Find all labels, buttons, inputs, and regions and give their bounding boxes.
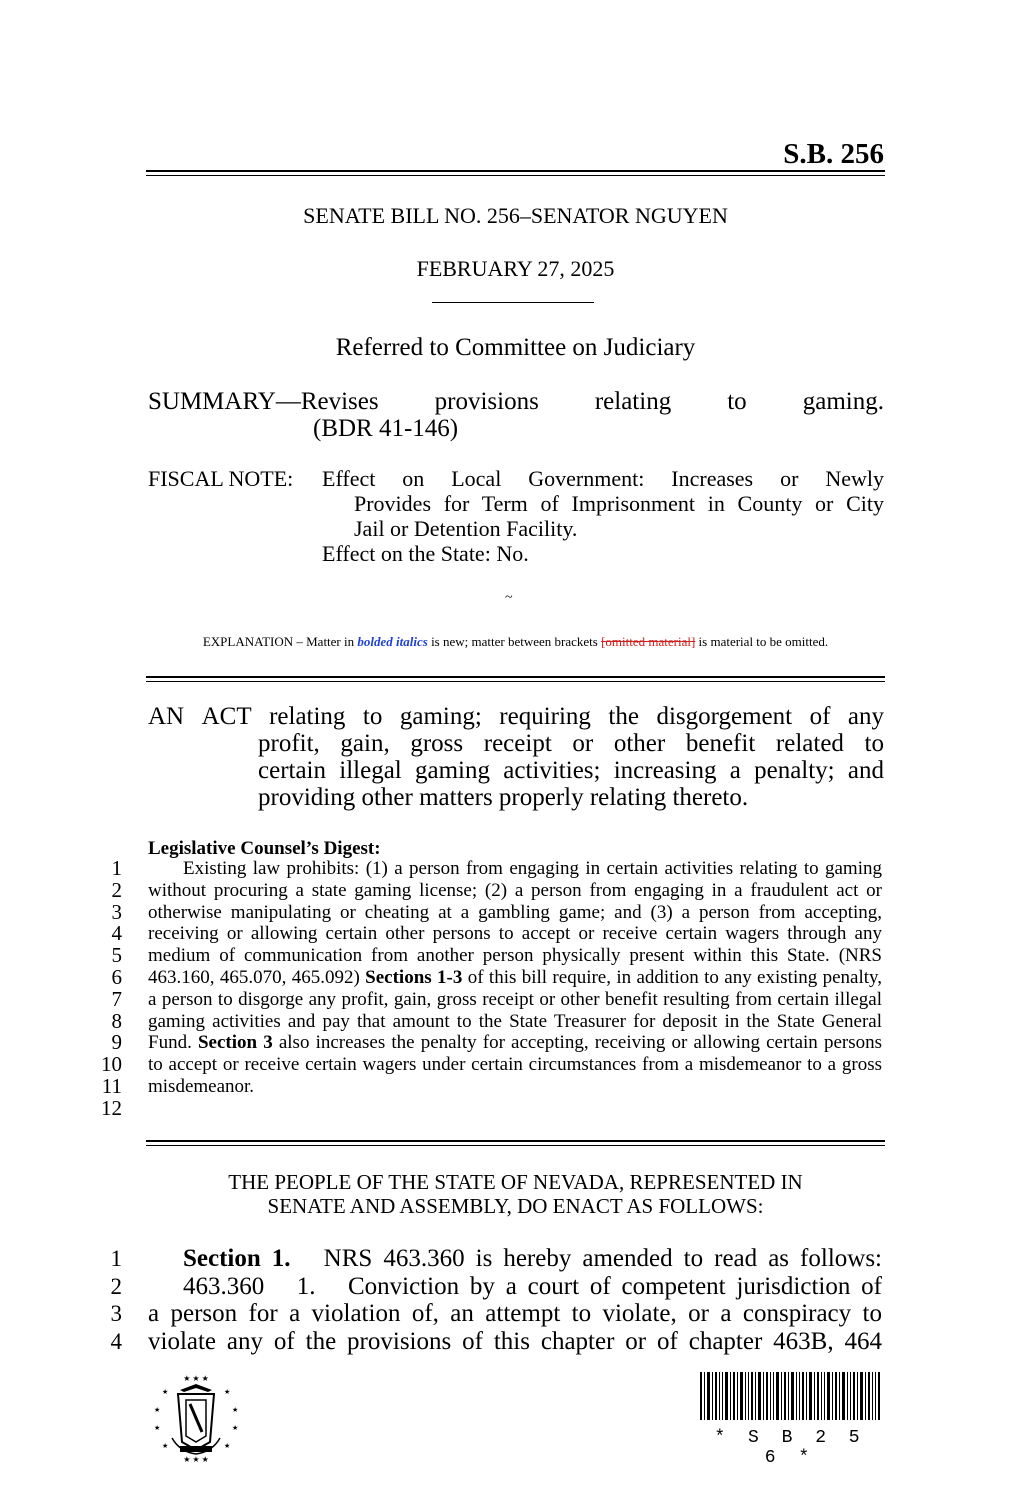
fiscal-local-line3: Jail or Detention Facility. (354, 516, 578, 541)
act-line-2: profit, gain, gross receipt or other benefit related to (258, 730, 884, 757)
section-line-3: a person for a violation of, an attempt to violate, or a conspiracy to (148, 1300, 882, 1327)
section-line-2: 463.360 1. Conviction by a court of competent jurisdiction of (183, 1272, 882, 1300)
act-line-4: providing other matters properly relating thereto. (258, 784, 749, 811)
omitted-matter-sample: [omitted material] (601, 634, 696, 649)
summary-bdr: (BDR 41-146) (313, 415, 459, 442)
svg-text:★: ★ (154, 1424, 161, 1432)
fiscal-local-line2: Provides for Term of Imprisonment in County or City (354, 491, 884, 516)
section-heading: Section 1. (183, 1245, 291, 1272)
enacting-clause: THE PEOPLE OF THE STATE OF NEVADA, REPRESENTED IN SENATE AND ASSEMBLY, DO ENACT AS FOLLOWS: (228, 1170, 803, 1218)
enacting-top-rule (146, 1140, 885, 1146)
summary (148, 388, 884, 442)
act-title (148, 703, 884, 811)
svg-text:★: ★ (224, 1442, 231, 1450)
digest-body: Existing law prohibits: (1) a person from engaging in certain activities relating to gaming without procuring a state gaming license; (2) a person from engaging in a fraudulent act or otherwise manipulating or cheating at a gambling game; and (3) a person from accepting, receiving or allowing certain other persons to accept or receive certain wagers through any medium of communication from another person physically present within this State. (NRS 463.160, 465.070, 465.092) Sections 1-3 of this bill require, in addition to any existing penalty, a person to disgorge any profit, gain, gross receipt or other benefit resulting from certain illegal gaming activities and pay that amount to the State Treasurer for deposit in the State General Fund. Section 3 also increases the penalty for accepting, receiving or allowing certain persons to accept or receive certain wagers under certain circumstances from a misdemeanor to a gross misdemeanor. (148, 858, 883, 1097)
committee-referral: Referred to Committee on Judiciary (335, 334, 696, 361)
explanation-line: EXPLANATION – Matter in bolded italics is new; matter between brackets [omitted material] is material to be omitted. (202, 634, 829, 649)
digest-line-numbers: 1 2 3 4 5 6 7 8 9 10 11 12 (101, 856, 122, 1120)
bill-date: FEBRUARY 27, 2025 (416, 256, 615, 281)
date-underline (432, 302, 594, 303)
svg-text:★: ★ (232, 1424, 239, 1432)
svg-text:★: ★ (162, 1388, 169, 1396)
act-top-rule (146, 676, 885, 682)
fiscal-note-label: FISCAL NOTE: (148, 466, 294, 491)
summary-line: SUMMARY—Revises provisions relating to gaming. (148, 388, 884, 415)
svg-text:★ ★ ★: ★ ★ ★ (183, 1455, 209, 1464)
svg-text:★: ★ (224, 1388, 231, 1396)
tilde: ~ (505, 590, 513, 605)
barcode-text: * S B 2 5 6 * (714, 1428, 866, 1468)
act-line-1: AN ACT relating to gaming; requiring the disgorgement of any (148, 703, 884, 730)
fiscal-note (148, 466, 884, 566)
digest-title: Legislative Counsel’s Digest: (148, 838, 381, 859)
act-line-3: certain illegal gaming activities; increasing a penalty; and (258, 757, 884, 784)
svg-text:★: ★ (154, 1406, 161, 1414)
top-rule (146, 170, 885, 176)
bill-number: S.B. 256 (783, 138, 884, 170)
section-line-1: Section 1. NRS 463.360 is hereby amended to read as follows: (183, 1245, 882, 1272)
new-matter-sample: bolded italics (357, 634, 428, 649)
section-line-numbers: 1 2 3 4 (110, 1246, 122, 1354)
state-seal-icon (150, 1372, 242, 1464)
fiscal-local-line1: Effect on Local Government: Increases or Newly (322, 466, 884, 491)
svg-text:★: ★ (162, 1442, 169, 1450)
bill-title-line: SENATE BILL NO. 256–SENATOR NGUYEN (303, 203, 728, 228)
barcode-icon (700, 1372, 880, 1420)
svg-text:★ ★ ★: ★ ★ ★ (183, 1374, 209, 1383)
svg-text:★: ★ (232, 1406, 239, 1414)
section-line-4: violate any of the provisions of this chapter or of chapter 463B, 464 (148, 1327, 882, 1355)
section-1 (148, 1245, 882, 1355)
fiscal-state: Effect on the State: No. (322, 541, 529, 566)
